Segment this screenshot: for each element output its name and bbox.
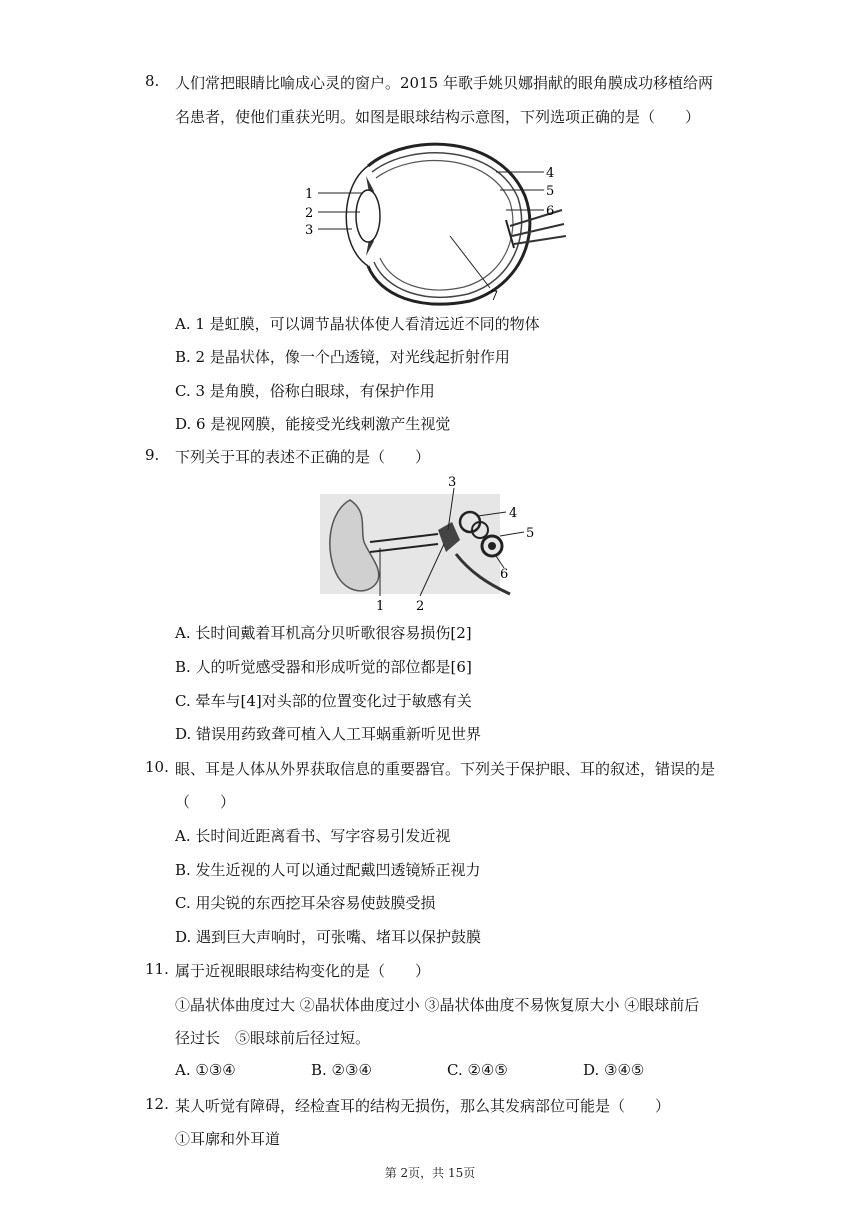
question-8-stem-line-2: 名患者，使他们重获光明。如图是眼球结构示意图，下列选项正确的是（ ） — [175, 108, 701, 126]
question-9-option-c: C. 晕车与[4]对头部的位置变化过于敏感有关 — [175, 692, 472, 710]
eye-label-2: 2 — [305, 206, 314, 221]
eye-diagram — [300, 136, 570, 306]
question-11-options — [175, 1061, 695, 1083]
question-9-option-d: D. 错误用药致聋可植入人工耳蜗重新听见世界 — [175, 725, 482, 743]
question-11-number: 11. — [145, 960, 169, 978]
question-11-option-d: D. ③④⑤ — [583, 1061, 645, 1079]
question-10-option-d: D. 遇到巨大声响时，可张嘴、堵耳以保护鼓膜 — [175, 928, 482, 946]
ear-label-4: 4 — [509, 506, 518, 521]
question-8-number: 8. — [145, 72, 160, 90]
question-11-option-b: B. ②③④ — [311, 1061, 372, 1079]
ear-label-5: 5 — [526, 526, 535, 541]
eye-label-1: 1 — [305, 187, 314, 202]
question-10-stem-line-2: （ ） — [175, 793, 236, 811]
question-12-stem-line-2: ①耳廓和外耳道 — [175, 1130, 281, 1148]
question-8-option-a: A. 1 是虹膜，可以调节晶状体使人看清远近不同的物体 — [175, 315, 540, 333]
question-9-stem: 下列关于耳的表述不正确的是（ ） — [175, 448, 431, 466]
ear-label-2: 2 — [416, 599, 425, 612]
eye-label-3: 3 — [305, 223, 314, 238]
question-8-stem-line-1: 人们常把眼睛比喻成心灵的窗户。2015 年歌手姚贝娜捐献的眼角膜成功移植给两 — [175, 74, 713, 92]
question-11-stem-line-1: 属于近视眼眼球结构变化的是（ ） — [175, 962, 431, 980]
ear-label-3: 3 — [448, 475, 457, 490]
ear-label-1: 1 — [376, 599, 385, 612]
question-10-stem-line-1: 眼、耳是人体从外界获取信息的重要器官。下列关于保护眼、耳的叙述，错误的是 — [175, 760, 716, 778]
eye-label-7: 7 — [490, 289, 499, 304]
page-footer: 第 2页，共 15页 — [384, 1166, 476, 1180]
question-8-option-b: B. 2 是晶状体，像一个凸透镜，对光线起折射作用 — [175, 348, 510, 366]
question-11-option-c: C. ②④⑤ — [447, 1061, 508, 1079]
question-10-option-c: C. 用尖锐的东西挖耳朵容易使鼓膜受损 — [175, 894, 436, 912]
question-10-option-a: A. 长时间近距离看书、写字容易引发近视 — [175, 827, 451, 845]
question-9-option-a: A. 长时间戴着耳机高分贝听歌很容易损伤[2] — [175, 624, 472, 642]
question-9-option-b: B. 人的听觉感受器和形成听觉的部位都是[6] — [175, 658, 472, 676]
question-9-number: 9. — [145, 446, 160, 464]
question-12-number: 12. — [145, 1095, 169, 1113]
question-8-option-d: D. 6 是视网膜，能接受光线刺激产生视觉 — [175, 415, 451, 433]
question-11-stem-line-3: 径过长 ⑤眼球前后径过短。 — [175, 1029, 371, 1047]
question-8-option-c: C. 3 是角膜，俗称白眼球，有保护作用 — [175, 382, 435, 400]
question-10-option-b: B. 发生近视的人可以通过配戴凹透镜矫正视力 — [175, 861, 481, 879]
question-11-option-a: A. ①③④ — [175, 1061, 236, 1079]
eye-label-6: 6 — [546, 204, 555, 219]
eye-label-5: 5 — [546, 184, 555, 199]
question-10-number: 10. — [145, 758, 169, 776]
ear-label-6: 6 — [500, 567, 509, 582]
eye-label-4: 4 — [546, 166, 555, 181]
question-12-stem-line-1: 某人听觉有障碍，经检查耳的结构无损伤，那么其发病部位可能是（ ） — [175, 1097, 671, 1115]
question-11-stem-line-2: ①晶状体曲度过大 ②晶状体曲度过小 ③晶状体曲度不易恢复原大小 ④眼球前后 — [175, 996, 700, 1014]
ear-diagram — [320, 472, 550, 612]
